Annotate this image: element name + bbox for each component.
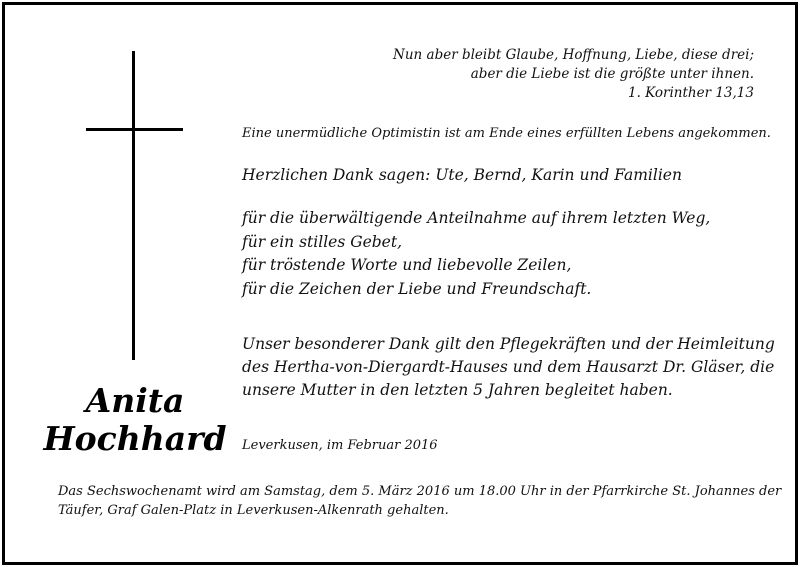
place-date: Leverkusen, im Februar 2016 bbox=[242, 438, 438, 453]
thanks-line: Herzlichen Dank sagen: Ute, Bernd, Karin und Familien bbox=[242, 166, 682, 184]
special-thanks-line: des Hertha-von-Diergardt-Hauses und dem Hausarzt Dr. Gläser, die bbox=[242, 358, 775, 376]
deceased-first-name: Anita bbox=[85, 381, 185, 420]
lead-sentence: Eine unermüdliche Optimistin ist am Ende eines erfüllten Lebens angekommen. bbox=[242, 126, 771, 141]
thanks-list-item: für ein stilles Gebet, bbox=[242, 232, 403, 251]
bible-verse bbox=[393, 46, 754, 103]
thanks-list-item: für tröstende Worte und liebevolle Zeilen, bbox=[242, 256, 572, 274]
special-thanks-paragraph bbox=[242, 333, 775, 402]
verse-reference: 1. Korinther 13,13 bbox=[628, 85, 754, 101]
mass-announcement bbox=[58, 482, 781, 520]
verse-line-1: Nun aber bleibt Glaube, Hoffnung, Liebe, diese drei; bbox=[393, 47, 754, 63]
mass-announcement-line: Täufer, Graf Galen-Platz in Leverkusen-Alkenrath gehalten. bbox=[58, 503, 449, 518]
thanks-list bbox=[242, 207, 710, 301]
thanks-list-item: für die Zeichen der Liebe und Freundschaft. bbox=[242, 279, 592, 298]
special-thanks-line: Unser besonderer Dank gilt den Pflegekräften und der Heimleitung bbox=[242, 335, 775, 353]
verse-line-2: aber die Liebe ist die größte unter ihnen. bbox=[470, 66, 754, 82]
thanks-list-item: für die überwältigende Anteilnahme auf ihrem letzten Weg, bbox=[242, 209, 711, 227]
deceased-last-name: Hochhard bbox=[43, 419, 227, 458]
mass-announcement-line: Das Sechswochenamt wird am Samstag, dem 5. März 2016 um 18.00 Uhr in der Pfarrkirche St. Johannes der bbox=[58, 484, 782, 499]
special-thanks-line: unsere Mutter in den letzten 5 Jahren begleitet haben. bbox=[242, 381, 673, 399]
